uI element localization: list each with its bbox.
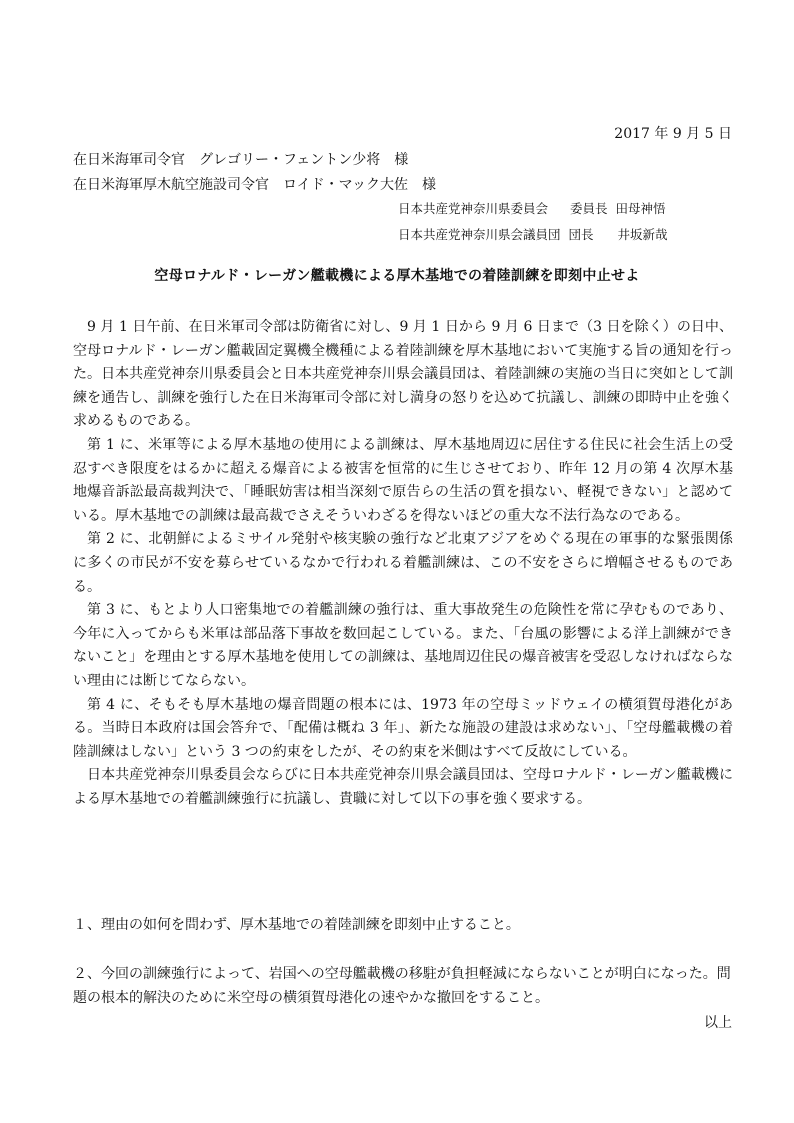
addressee-navy-commander: 在日米海軍司令官 グレゴリー・フェントン少将 様: [73, 152, 409, 168]
demand-item-1: [73, 914, 733, 938]
body-paragraph: 第 1 に、米軍等による厚木基地の使用による訓練は、厚木基地周辺に居住する住民に社会生活上の受忍すべき限度をはるかに超える爆音による被害を恒常的に生じさせており、昨年 12 月の第 4 次厚木基地爆音訴訟最高裁判決で、「睡眠妨害は相当深刻で原告らの生活の質を損ない、軽視できない」と認めている。厚木基地での訓練は最高裁でさえそういわざるを得ないほどの重大な不法行為なのである。: [73, 436, 733, 524]
body-paragraph: 第 4 に、そもそも厚木基地の爆音問題の根本には、1973 年の空母ミッドウェイの横須賀母港化がある。当時日本政府は国会答弁で、「配備は概ね 3 年」、新たな施設の建設は求めない」、「空母艦載機の着陸訓練はしない」という 3 つの約束をしたが、その約束を米側はすべて反故にしている。: [73, 696, 733, 760]
sender-assembly-group: [398, 226, 668, 244]
sender-prefectural-committee: [398, 200, 666, 218]
document-date: 2017 年 9 月 5 日: [614, 126, 732, 142]
sender-role: 団長: [568, 227, 594, 242]
closing-mark: 以上: [704, 1015, 732, 1031]
sender-name: 田母神悟: [615, 201, 666, 216]
sender-org: 日本共産党神奈川県委員会: [398, 201, 549, 216]
body-paragraph: 第 3 に、もとより人口密集地での着艦訓練の強行は、重大事故発生の危険性を常に孕むものであり、今年に入ってからも米軍は部品落下事故を数回起こしている。また、「台風の影響による洋上訓練ができないこと」を理由とする厚木基地を使用しての訓練は、基地周辺住民の爆音被害を受忍しなければならない理由には断じてならない。: [73, 602, 733, 689]
document-title: 空母ロナルド・レーガン艦載機による厚木基地での着陸訓練を即刻中止せよ: [154, 268, 640, 284]
body-paragraph: 9 月 1 日午前、在日米軍司令部は防衛省に対し、9 月 1 日から 9 月 6 日まで（3 日を除く）の日中、空母ロナルド・レーガン艦載固定翼機全機種による着陸訓練を厚木基地において実施する旨の通知を行った。日本共産党神奈川県委員会と日本共産党神奈川県会議員団は、着陸訓練の実施の当日に突如として訓練を通告し、訓練を強行した在日米海軍司令部に対し満身の怒りを込めて抗議し、訓練の即時中止を強く求めるものである。: [73, 319, 733, 430]
sender-org: 日本共産党神奈川県会議員団: [398, 227, 561, 242]
demand-item-2: [73, 963, 733, 1010]
demand-text: １、理由の如何を問わず、厚木基地での着陸訓練を即刻中止すること。: [73, 917, 520, 933]
body-paragraph: 第 2 に、北朝鮮によるミサイル発射や核実験の強行など北東アジアをめぐる現在の軍事的な緊張関係に多くの市民が不安を募らせているなかで行われる着艦訓練は、この不安をさらに増幅させるものである。: [73, 531, 733, 595]
demand-text: ２、今回の訓練強行によって、岩国への空母艦載機の移駐が負担軽減にならないことが明白になった。問題の根本的解決のために米空母の横須賀母港化の速やかな撤回をすること。: [73, 966, 731, 1006]
sender-name: 井坂新哉: [617, 227, 668, 242]
document-body: [73, 316, 733, 811]
body-paragraph: 日本共産党神奈川県委員会ならびに日本共産党神奈川県会議員団は、空母ロナルド・レーガン艦載機による厚木基地での着艦訓練強行に抗議し、貴職に対して以下の事を強く要求する。: [73, 767, 733, 807]
sender-role: 委員長: [570, 201, 608, 216]
addressee-atsugi-commander: 在日米海軍厚木航空施設司令官 ロイド・マック大佐 様: [73, 177, 437, 193]
